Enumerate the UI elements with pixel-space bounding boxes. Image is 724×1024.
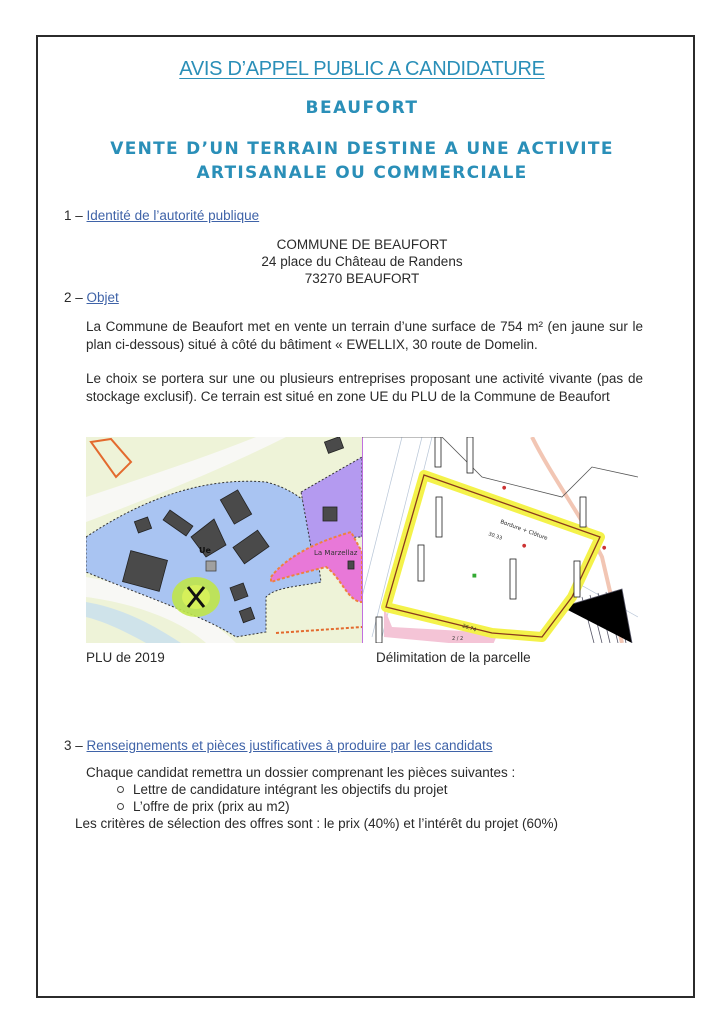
subtitle-line-1: VENTE D’UN TERRAIN DESTINE A UNE ACTIVITE <box>110 139 614 159</box>
right-map-caption: Délimitation de la parcelle <box>376 650 531 665</box>
place-label: La Marzellaz <box>314 549 358 557</box>
address-line-3: 73270 BEAUFORT <box>304 271 420 286</box>
svg-text:●: ● <box>522 543 527 549</box>
building <box>323 507 337 521</box>
page-indicator: 2 / 2 <box>452 636 464 642</box>
svg-text:●: ● <box>602 545 607 551</box>
authority-address <box>0 236 724 287</box>
plu-2019-map <box>86 437 362 643</box>
left-map-caption: PLU de 2019 <box>86 650 165 665</box>
bullet-icon <box>117 803 124 810</box>
svg-text:●: ● <box>502 485 507 491</box>
list-item <box>117 799 290 814</box>
parcel-delimitation-map <box>362 437 638 643</box>
address-line-2: 24 place du Château de Randens <box>261 254 463 269</box>
section-3-intro: Chaque candidat remettra un dossier comprenant les pièces suivantes : <box>86 765 516 780</box>
section-1-number: 1 – <box>64 208 87 223</box>
section-3-label: Renseignements et pièces justificatives à produire par les candidats <box>86 738 493 753</box>
section-3-heading <box>64 738 493 753</box>
building-light <box>206 561 216 571</box>
bullet-icon <box>117 786 124 793</box>
section-1-heading <box>64 208 259 223</box>
dim-bottom: 26.74 <box>461 623 477 634</box>
svg-text:■: ■ <box>472 573 477 579</box>
document-subtitle <box>0 137 724 185</box>
section-1-label: Identité de l’autorité publique <box>86 208 260 223</box>
object-paragraph-2: Le choix se portera sur une ou plusieurs entreprises proposant une activité vivante (pas de stockage exclusif). Ce terrain est situé en zone UE du PLU de la Commune de Beaufort <box>86 371 643 404</box>
address-line-1: COMMUNE DE BEAUFORT <box>276 237 448 252</box>
building <box>348 561 354 569</box>
list-item <box>117 782 447 797</box>
section-3-number: 3 – <box>64 738 87 753</box>
document-title: AVIS D’APPEL PUBLIC A CANDIDATURE <box>179 58 545 80</box>
edge-label: Bordure + Clôture <box>499 519 549 542</box>
selection-criteria: Les critères de sélection des offres sont : le prix (40%) et l’intérêt du projet (60%) <box>75 816 558 831</box>
list-item-text: L’offre de prix (prix au m2) <box>133 799 290 814</box>
commune-title: BEAUFORT <box>305 98 419 118</box>
zone-label: Ue <box>199 546 211 555</box>
section-2-label: Objet <box>86 290 119 305</box>
list-item-text: Lettre de candidature intégrant les objectifs du projet <box>133 782 448 797</box>
section-2-heading <box>64 290 119 305</box>
section-2-number: 2 – <box>64 290 87 305</box>
object-paragraph-1: La Commune de Beaufort met en vente un terrain d’une surface de 754 m² (en jaune sur le plan ci-dessous) situé à côté du bâtiment « EWELLIX, 30 route de Domelin. <box>86 319 643 352</box>
subtitle-line-2: ARTISANALE OU COMMERCIALE <box>196 163 528 183</box>
dim-top: 30.33 <box>487 531 503 542</box>
